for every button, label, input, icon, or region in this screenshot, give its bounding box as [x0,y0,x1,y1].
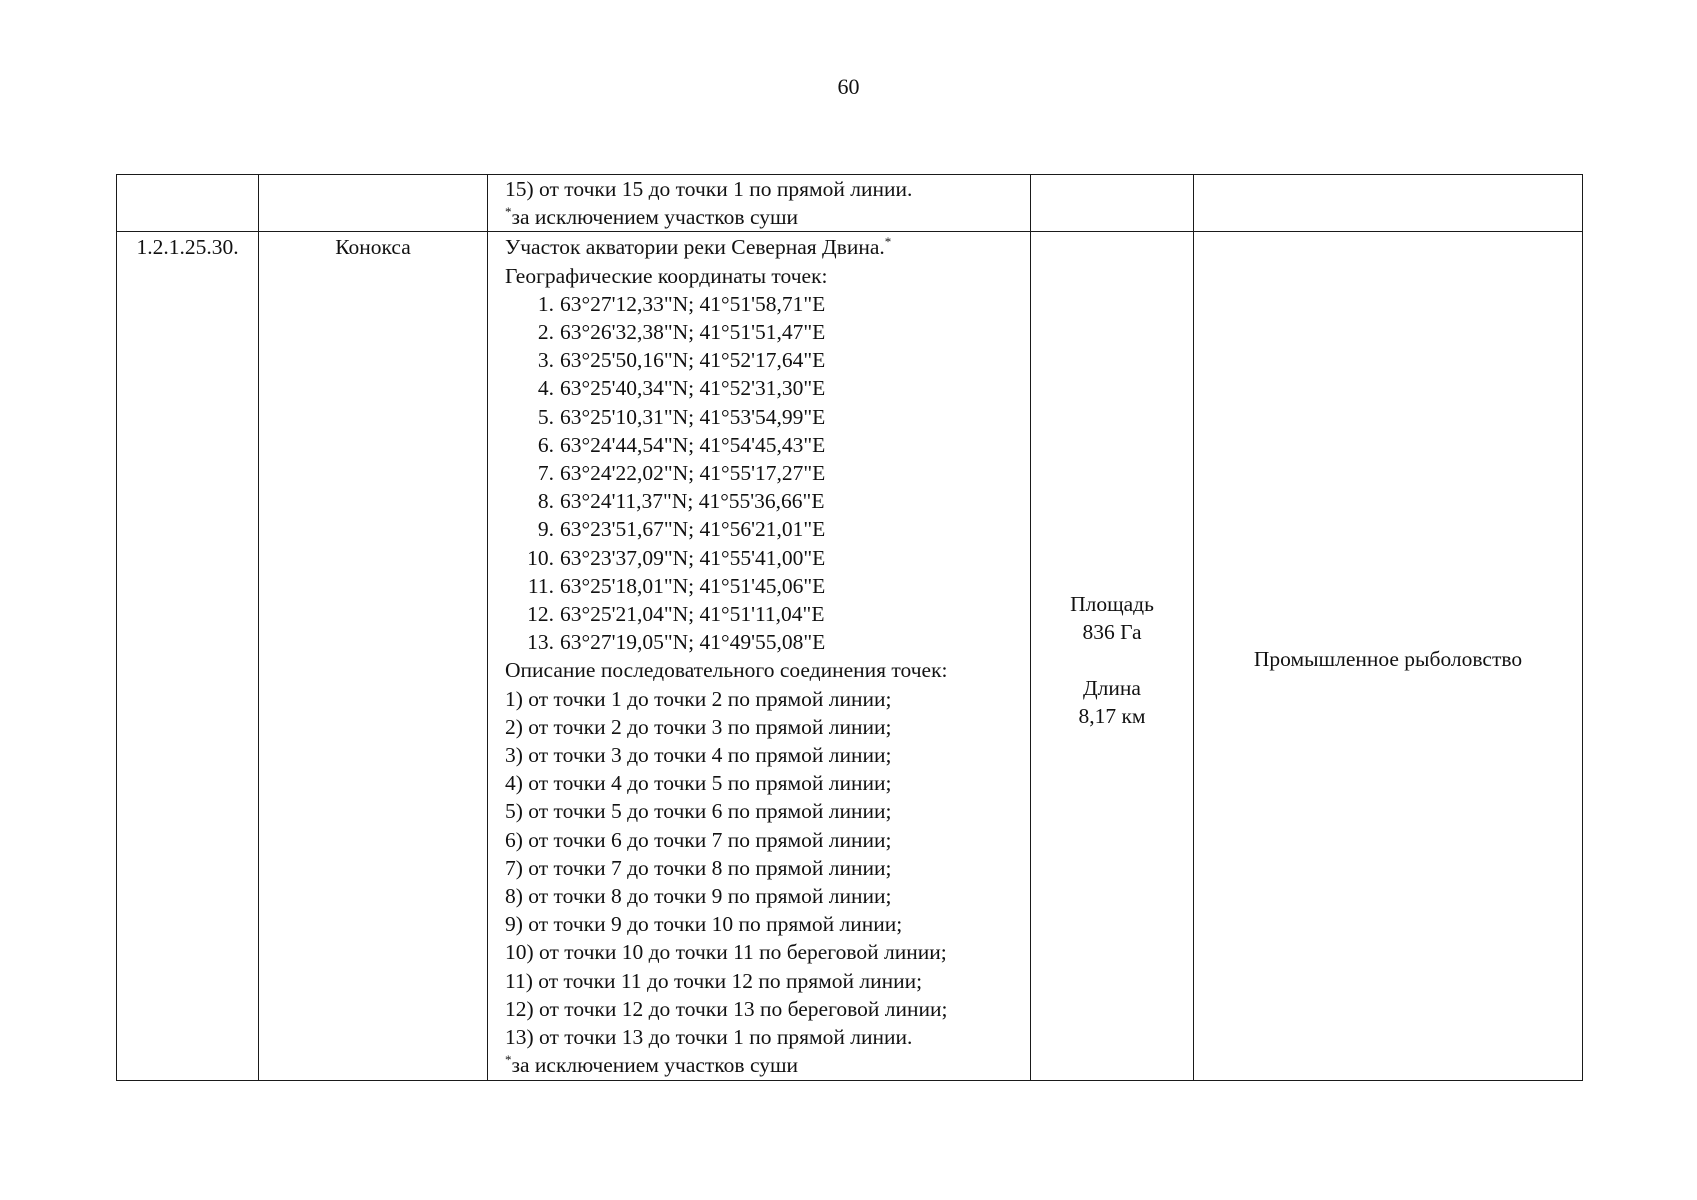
length-value: 8,17 км [1078,703,1146,728]
coordinate-item: 9. 63°23'51,67"N; 41°56'21,01"E [537,517,826,542]
continuation-usage-cell [1194,175,1583,232]
coordinates-list [505,290,1030,657]
coords-heading: Географические координаты точек: [505,263,828,288]
continuation-footnote: *за исключением участков суши [505,204,799,230]
connection-line: 2) от точки 2 до точки 3 по прямой линии; [505,714,892,739]
entry-metrics [1031,232,1194,1080]
coordinate-item: 6. 63°24'44,54"N; 41°54'45,43"E [537,432,826,457]
connection-line: 7) от точки 7 до точки 8 по прямой линии; [505,855,892,880]
connection-line: 4) от точки 4 до точки 5 по прямой линии; [505,771,892,796]
connection-line: 11) от точки 11 до точки 12 по прямой линии; [505,968,923,993]
entry-title: Участок акватории реки Северная Двина.* [505,234,892,260]
coordinate-item: 12. 63°25'21,04"N; 41°51'11,04"E [527,602,825,627]
fishing-areas-table [116,174,1583,1081]
connection-line: 13) от точки 13 до точки 1 по прямой линии. [505,1025,913,1050]
coordinate-item: 11. 63°25'18,01"N; 41°51'45,06"E [527,573,826,598]
continuation-name-cell [259,175,488,232]
coordinate-item: 4. 63°25'40,34"N; 41°52'31,30"E [537,376,826,401]
connection-heading: Описание последовательного соединения точек: [505,658,948,683]
coordinate-item: 3. 63°25'50,16"N; 41°52'17,64"E [537,348,826,373]
area-value: 836 Га [1082,619,1142,644]
coordinate-item: 2. 63°26'32,38"N; 41°51'51,47"E [537,320,826,345]
connection-line: 9) от точки 9 до точки 10 по прямой линии; [505,912,903,937]
entry-name: Конокса [259,232,488,1080]
entry-usage: Промышленное рыболовство [1194,232,1583,1080]
continuation-description-cell [488,175,1031,232]
continuation-line: 15) от точки 15 до точки 1 по прямой линии. [505,177,913,201]
connection-line: 3) от точки 3 до точки 4 по прямой линии; [505,743,892,768]
coordinate-item: 13. 63°27'19,05"N; 41°49'55,08"E [527,630,826,655]
coordinate-item: 7. 63°24'22,02"N; 41°55'17,27"E [537,461,826,486]
connection-line: 5) от точки 5 до точки 6 по прямой линии; [505,799,892,824]
entry-footnote: *за исключением участков суши [505,1052,799,1078]
coordinate-item: 8. 63°24'11,37"N; 41°55'36,66"E [537,489,825,514]
continuation-metrics-cell [1031,175,1194,232]
coordinate-item: 5. 63°25'10,31"N; 41°53'54,99"E [537,404,826,429]
coordinate-item: 10. 63°23'37,09"N; 41°55'41,00"E [527,545,826,570]
connection-line: 6) от точки 6 до точки 7 по прямой линии; [505,827,892,852]
connection-line: 1) от точки 1 до точки 2 по прямой линии; [505,686,892,711]
coordinate-item: 1. 63°27'12,33"N; 41°51'58,71"E [537,291,826,316]
continuation-row [117,175,1583,232]
entry-code: 1.2.1.25.30. [117,232,259,1080]
entry-description [488,232,1031,1080]
connection-line: 12) от точки 12 до точки 13 по береговой линии; [505,996,948,1021]
entry-row [117,232,1583,1080]
connection-line: 10) от точки 10 до точки 11 по береговой линии; [505,940,947,965]
continuation-code-cell [117,175,259,232]
page-number: 60 [837,74,860,99]
area-label: Площадь [1070,591,1154,616]
connection-line: 8) от точки 8 до точки 9 по прямой линии; [505,884,892,909]
length-label: Длина [1083,675,1141,700]
